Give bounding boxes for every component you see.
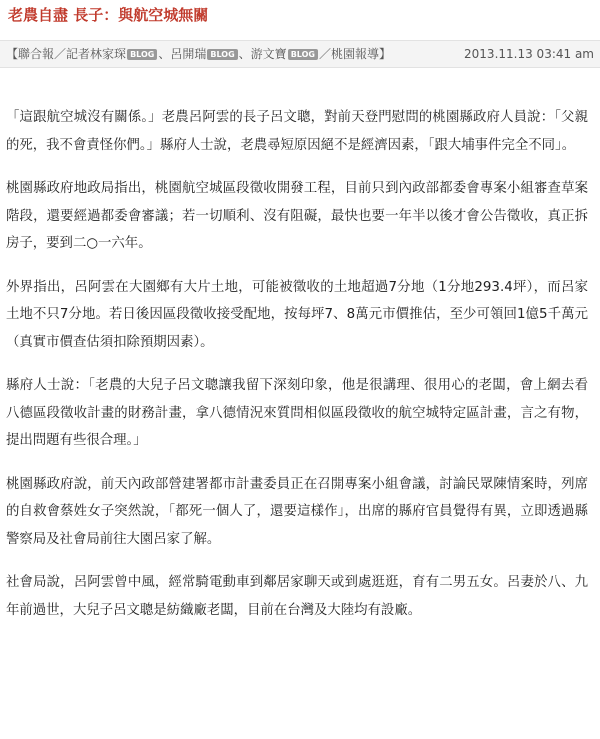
blog-badge-icon[interactable]: BLOG xyxy=(207,49,237,60)
byline-open-bracket: 【 xyxy=(6,47,19,61)
byline-separator: ／記者 xyxy=(54,47,91,61)
blog-badge-icon[interactable]: BLOG xyxy=(288,49,318,60)
publish-date: 2013.11.13 03:41 am xyxy=(464,47,594,61)
byline-bar xyxy=(0,40,600,68)
byline-location: ／桃園報導】 xyxy=(318,47,391,61)
byline-credits xyxy=(6,41,391,67)
article-paragraph: 社會局說，呂阿雲曾中風，經常騎電動車到鄰居家聊天或到處逛逛，育有二男五女。呂妻於八、九年前過世，大兒子呂文聰是紡織廠老闆，目前在台灣及大陸均有設廠。 xyxy=(6,575,588,618)
reporter-name[interactable]: 林家琛 xyxy=(90,47,127,61)
article-headline[interactable]: 老農自盡 長子：與航空城無關 xyxy=(8,6,209,24)
article-paragraph: 桃園縣政府地政局指出，桃園航空城區段徵收開發工程，目前只到內政部都委會專案小組審查草案階段，還要經過都委會審議；若一切順利、沒有阻礙，最快也要一年半以後才會公告徵收，真正拆房子，要到二○一六年。 xyxy=(6,181,588,251)
reporter-name[interactable]: 呂開瑞 xyxy=(170,47,207,61)
article-paragraph: 縣府人士說：「老農的大兒子呂文聰讓我留下深刻印象，他是很講理、很用心的老闆，會上網去看八德區段徵收計畫的財務計畫，拿八德情況來質問相似區段徵收的航空城特定區計畫，言之有物，提出問題有些很合理。」 xyxy=(6,378,588,448)
article-paragraph: 外界指出，呂阿雲在大園鄉有大片土地，可能被徵收的土地超過7分地（1分地293.4坪），而呂家土地不只7分地。若日後因區段徵收接受配地，按每坪7、8萬元市價推估，至少可領回1億5千萬元（真實市價查估須扣除預期因素）。 xyxy=(6,279,588,350)
byline-source[interactable]: 聯合報 xyxy=(18,47,55,61)
byline-separator: 、 xyxy=(158,47,171,61)
byline-separator: 、 xyxy=(238,47,251,61)
reporter-name[interactable]: 游文寶 xyxy=(250,47,287,61)
article-body xyxy=(6,104,588,640)
article-paragraph: 「這跟航空城沒有關係。」老農呂阿雲的長子呂文聰，對前天登門慰問的桃園縣政府人員說：「父親的死，我不會責怪你們。」縣府人士說，老農尋短原因絕不是經濟因素，「跟大埔事件完全不同」。 xyxy=(6,110,588,153)
blog-badge-icon[interactable]: BLOG xyxy=(127,49,157,60)
article-paragraph: 桃園縣政府說，前天內政部營建署都市計畫委員正在召開專案小組會議，討論民眾陳情案時，列席的自救會蔡姓女子突然說，「都死一個人了，還要這樣作」，出席的縣府官員覺得有異，立即透過縣警察局及社會局前往大園呂家了解。 xyxy=(6,476,588,547)
